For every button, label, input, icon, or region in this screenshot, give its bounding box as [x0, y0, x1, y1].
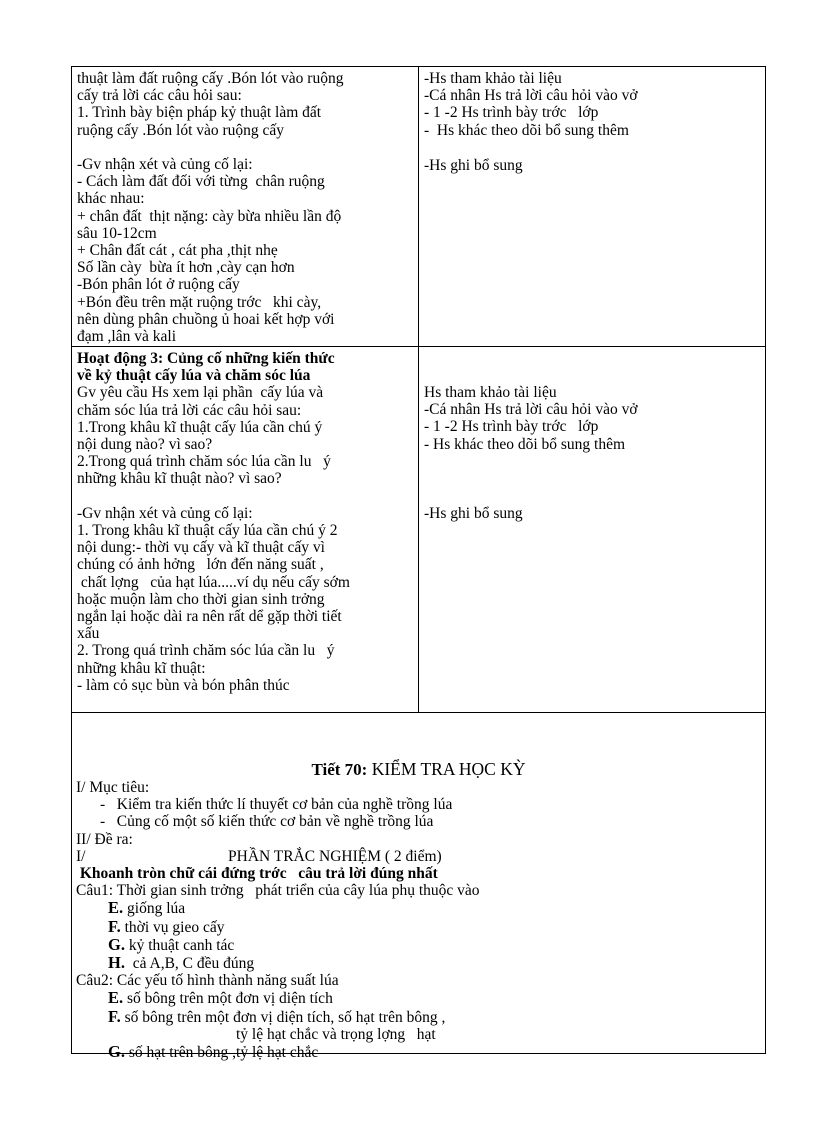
question-1: Câu1: Thời gian sinh trởng phát triển của cây lúa phụ thuộc vào [76, 882, 480, 900]
part-title: PHẦN TRẮC NGHIỆM ( 2 điểm) [228, 847, 442, 865]
option-text: kỷ thuật canh tác [124, 936, 235, 954]
text-line: Hoạt động 3: Củng cố những kiến thức [77, 350, 335, 367]
text-line: -Gv nhận xét và củng cố lại: [77, 504, 253, 522]
answer-option [76, 899, 756, 917]
exam-title: Tiết 70: KIỂM TRA HỌC KỲ [311, 759, 526, 779]
option-letter: G. [108, 1042, 125, 1062]
text-line [77, 139, 415, 156]
row2-student-activity [424, 384, 762, 453]
option-text: thời vụ gieo cấy [120, 918, 225, 936]
option-text: số bông trên một đơn vị diện tích, số hạt trên bông , [120, 1008, 446, 1026]
text-line: + chân đất thịt nặng: cày bừa nhiều lần độ [77, 207, 342, 225]
row1-student-activity [424, 70, 762, 139]
answer-option [76, 989, 756, 1007]
part-heading [76, 848, 756, 865]
instruction: Khoanh tròn chữ cái đứng trớc câu trả lời đúng nhất [76, 865, 438, 883]
text-line: xấu [77, 625, 100, 643]
text-line: 1.Trong khâu kĩ thuật cấy lúa cần chú ý [77, 418, 323, 436]
text-line: về kỷ thuật cấy lúa và chăm sóc lúa [77, 367, 311, 385]
option-continuation: tỷ lệ hạt chắc và trọng lợng hạt [236, 1025, 436, 1043]
text-line: ruộng cấy .Bón lót vào ruộng cấy [77, 121, 285, 139]
text-line: -Cá nhân Hs trả lời câu hỏi vào vở [424, 401, 638, 419]
option-letter: E. [108, 898, 124, 918]
text-line: những khâu kĩ thuật: [77, 659, 206, 677]
text-line: nội dung nào? vì sao? [77, 436, 213, 454]
text-line: chất lợng của hạt lúa.....ví dụ nếu cấy sớm [77, 573, 350, 591]
text-line: - Cách làm đất đối với từng chân ruộng [77, 173, 325, 191]
text-line: Số lần cày bừa ít hơn ,cày cạn hơn [77, 259, 295, 277]
text-line: sâu 10-12cm [77, 224, 157, 242]
question-2: Câu2: Các yếu tố hình thành năng suất lúa [76, 972, 339, 990]
text-line: -Gv nhận xét và củng cố lại: [77, 156, 253, 174]
text-line: 1. Trong khâu kĩ thuật cấy lúa cần chú ý 2 [77, 522, 338, 540]
part-prefix: I/ [76, 847, 86, 865]
row-divider-1 [72, 346, 765, 347]
text-line: Gv yêu cầu Hs xem lại phần cấy lúa và [77, 384, 324, 402]
text-line: -Cá nhân Hs trả lời câu hỏi vào vở [424, 87, 638, 105]
answer-option [76, 936, 756, 954]
text-line: ngắn lại hoặc dài ra nên rất dể gặp thời tiết [77, 608, 342, 626]
option-text: số hạt trên bông ,tỷ lệ hạt chắc [124, 1044, 319, 1062]
option-letter: G. [108, 934, 125, 954]
text-line: - 1 -2 Hs trình bày trớc lớp [424, 418, 599, 436]
text-line: - làm cỏ sục bùn và bón phân thúc [77, 676, 290, 694]
row-divider-2 [72, 712, 765, 713]
text-line [77, 488, 415, 505]
option-text: số bông trên một đơn vị diện tích [123, 990, 333, 1008]
text-line: - Hs khác theo dõi bổ sung thêm [424, 435, 626, 453]
text-line: những khâu kĩ thuật nào? vì sao? [77, 470, 282, 488]
text-line: 1. Trình bày biện pháp kỷ thuật làm đất [77, 104, 322, 122]
option-text: cả A,B, C đều đúng [124, 955, 255, 973]
answer-option [76, 1008, 756, 1026]
answer-option [76, 918, 756, 936]
section-heading: II/ Đề ra: [76, 830, 133, 848]
row1-teacher-activity [77, 70, 415, 345]
option-letter: F. [108, 1006, 121, 1026]
text-line: +Bón đều trên mặt ruộng trớc khi cày, [77, 293, 322, 311]
goal-item: - Kiểm tra kiến thức lí thuyết cơ bản của nghề trồng lúa [100, 796, 453, 814]
text-line: -Bón phân lót ở ruộng cấy [77, 276, 240, 294]
text-line: 2. Trong quá trình chăm sóc lúa cần lu ý [77, 642, 335, 660]
option-letter: H. [108, 953, 125, 973]
text-line: + Chân đất cát , cát pha ,thịt nhẹ [77, 242, 278, 260]
lesson-table [71, 66, 766, 1062]
answer-option [76, 1043, 756, 1061]
row2-student-note: -Hs ghi bổ sung [424, 505, 523, 522]
section-heading: I/ Mục tiêu: [76, 779, 150, 796]
answer-option [76, 954, 756, 972]
text-line: thuật làm đất ruộng cấy .Bón lót vào ruộng [77, 70, 344, 87]
text-line: nên dùng phân chuồng ủ hoai kết hợp với [77, 310, 335, 328]
text-line: đạm ,lân và kali [77, 328, 176, 346]
option-letter: E. [108, 988, 124, 1008]
text-line: khác nhau: [77, 190, 145, 208]
text-line: nội dung:- thời vụ cấy và kĩ thuật cấy vì [77, 539, 325, 557]
text-line: chăm sóc lúa trả lời các câu hỏi sau: [77, 401, 302, 419]
text-line: - 1 -2 Hs trình bày trớc lớp [424, 104, 599, 122]
text-line: cấy trả lời các câu hỏi sau: [77, 87, 242, 105]
row1-student-note: -Hs ghi bổ sung [424, 157, 523, 174]
text-line: 2.Trong quá trình chăm sóc lúa cần lu ý [77, 453, 331, 471]
text-line: -Hs tham khảo tài liệu [424, 70, 562, 87]
exam-content [76, 779, 756, 1061]
option-letter: F. [108, 916, 121, 936]
option-text: giống lúa [123, 900, 186, 918]
row2-teacher-activity [77, 350, 415, 694]
text-line: - Hs khác theo dõi bổ sung thêm [424, 121, 629, 139]
text-line: Hs tham khảo tài liệu [424, 384, 557, 401]
column-divider [418, 67, 419, 712]
goal-item: - Củng cố một số kiến thức cơ bản về nghề trồng lúa [100, 813, 434, 831]
text-line: hoặc muộn làm cho thời gian sinh trởng [77, 590, 325, 608]
text-line: chúng có ảnh hởng lớn đến năng suất , [77, 556, 324, 574]
